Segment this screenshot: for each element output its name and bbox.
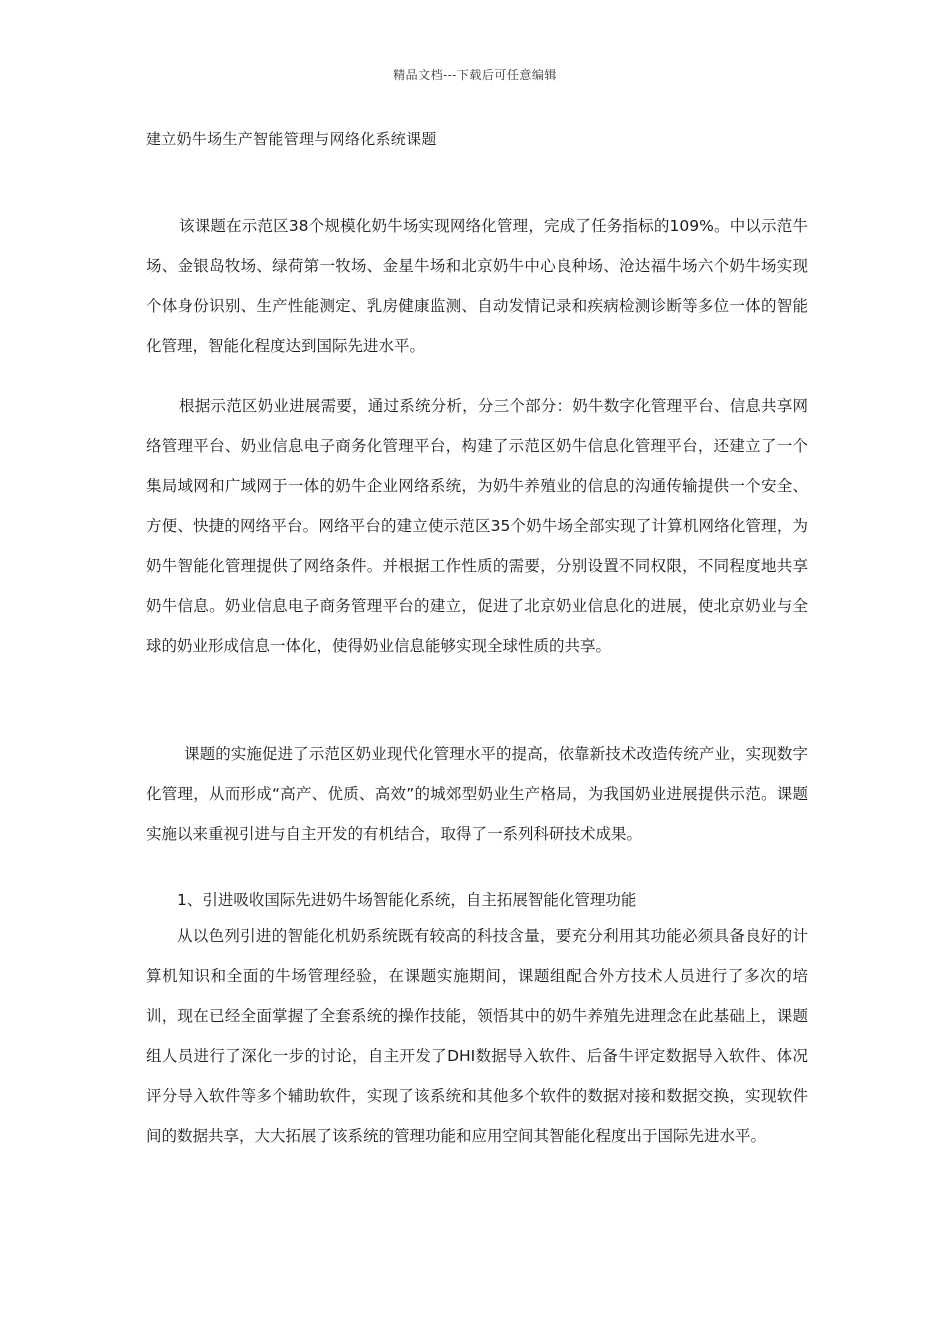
document-title: 建立奶牛场生产智能管理与网络化系统课题 (146, 130, 437, 148)
paragraph-2-text: 根据示范区奶业进展需要，通过系统分析，分三个部分：奶牛数字化管理平台、信息共享网络管理平台、奶业信息电子商务化管理平台，构建了示范区奶牛信息化管理平台，还建立了一个集局域网和广域网于一体的奶牛企业网络系统，为奶牛养殖业的信息的沟通传输提供一个安全、方便、快捷的网络平台。网络平台的建立使示范区35个奶牛场全部实现了计算机网络化管理，为奶牛智能化管理提供了网络条件。并根据工作性质的需要，分别设置不同权限，不同程度地共享奶牛信息。奶业信息电子商务管理平台的建立，促进了北京奶业信息化的进展，使北京奶业与全球的奶业形成信息一体化，使得奶业信息能够实现全球性质的共享。 (146, 397, 808, 655)
paragraph-1-text: 该课题在示范区38个规模化奶牛场实现网络化管理，完成了任务指标的109%。中以示范牛场、金银岛牧场、绿荷第一牧场、金星牛场和北京奶牛中心良种场、沧达福牛场六个奶牛场实现个体身份识别、生产性能测定、乳房健康监测、自动发情记录和疾病检测诊断等多位一体的智能化管理，智能化程度达到国际先进水平。 (146, 217, 808, 355)
section-heading-text: 1、引进吸收国际先进奶牛场智能化系统，自主拓展智能化管理功能 (177, 891, 637, 909)
section-paragraph (146, 916, 808, 1156)
section-paragraph-text: 从以色列引进的智能化机奶系统既有较高的科技含量，要充分利用其功能必须具备良好的计算机知识和全面的牛场管理经验，在课题实施期间，课题组配合外方技术人员进行了多次的培训，现在已经全面掌握了全套系统的操作技能，领悟其中的奶牛养殖先进理念在此基础上，课题组人员进行了深化一步的讨论，自主开发了DHI数据导入软件、后备牛评定数据导入软件、体况评分导入软件等多个辅助软件，实现了该系统和其他多个软件的数据对接和数据交换，实现软件间的数据共享，大大拓展了该系统的管理功能和应用空间其智能化程度出于国际先进水平。 (146, 927, 808, 1145)
paragraph-3 (146, 734, 808, 854)
paragraph-2 (146, 386, 808, 666)
paragraph-1 (146, 206, 808, 366)
section-heading (146, 880, 808, 920)
page-header: 精品文档---下载后可任意编辑 (393, 68, 557, 82)
paragraph-3-text: 课题的实施促进了示范区奶业现代化管理水平的提高，依靠新技术改造传统产业，实现数字化管理，从而形成“高产、优质、高效”的城郊型奶业生产格局，为我国奶业进展提供示范。课题实施以来重视引进与自主开发的有机结合，取得了一系列科研技术成果。 (146, 745, 808, 843)
